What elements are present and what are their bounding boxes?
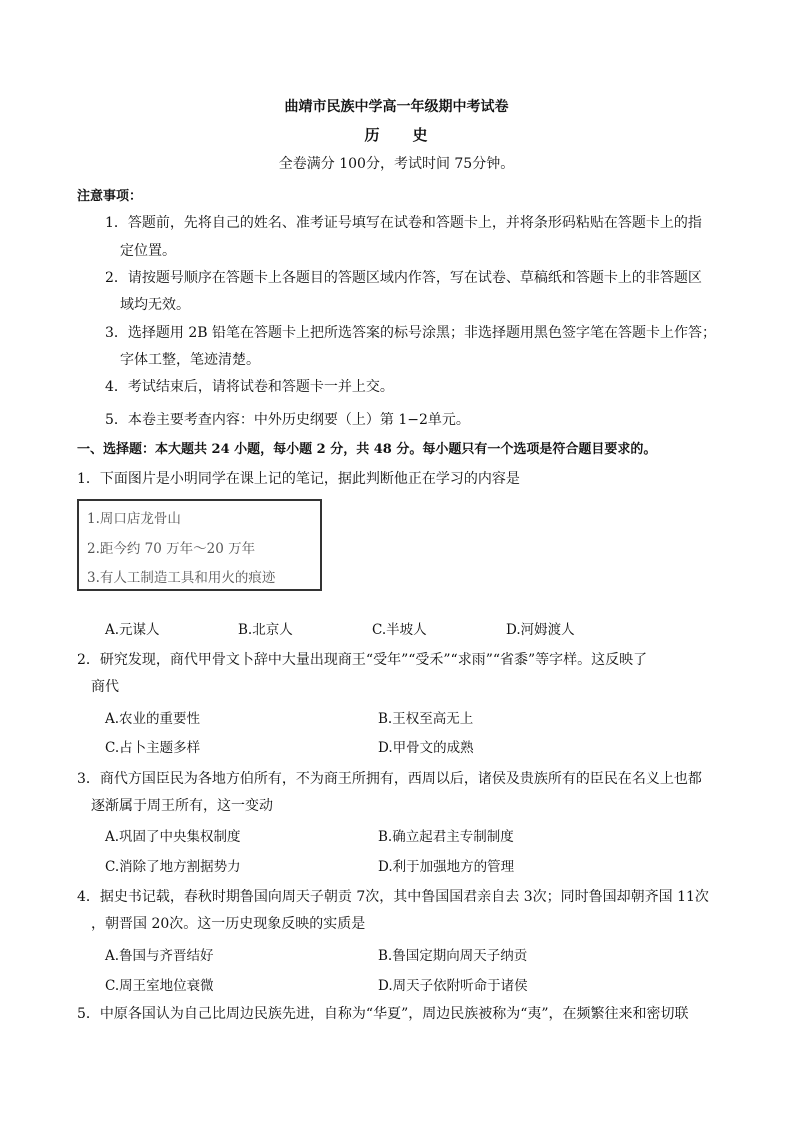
note-4: 4．考试结束后，请将试卷和答题卡一并上交。 [105, 379, 394, 395]
q1-option-d[interactable]: D.河姆渡人 [506, 622, 575, 638]
question-4-line-1: 4．据史书记载，春秋时期鲁国向周天子朝贡 7次，其中鲁国国君亲自去 3次；同时鲁国却朝齐国 11次 [77, 889, 709, 905]
note-2-line-1: 2．请按题号顺序在答题卡上各题目的答题区域内作答，写在试卷、草稿纸和答题卡上的非答题区 [105, 270, 702, 286]
q2-option-a[interactable]: A.农业的重要性 [105, 711, 201, 727]
q3-option-b[interactable]: B.确立起君主专制制度 [378, 829, 514, 845]
question-3-line-2: 逐渐属于周王所有，这一变动 [91, 798, 273, 814]
subject-title: 历 史 [364, 126, 429, 144]
q1-option-a[interactable]: A.元谋人 [105, 622, 160, 638]
q4-option-b[interactable]: B.鲁国定期向周天子纳贡 [378, 948, 528, 964]
note-box-line-2: 2.距今约 70 万年～20 万年 [87, 541, 256, 557]
note-3-line-2: 字体工整，笔迹清楚。 [120, 352, 260, 368]
note-1-line-2: 定位置。 [120, 243, 176, 259]
question-2-line-1: 2．研究发现，商代甲骨文卜辞中大量出现商王“受年”“受禾”“求雨”“省黍”等字样。这反映了 [77, 652, 648, 668]
exam-title: 曲靖市民族中学高一年级期中考试卷 [284, 99, 509, 115]
full-score-line: 全卷满分 100分，考试时间 75分钟。 [278, 156, 515, 172]
question-5-line-1: 5．中原各国认为自己比周边民族先进，自称为“华夏”，周边民族被称为“夷”，在频繁往来和密切联 [77, 1006, 689, 1022]
q2-option-d[interactable]: D.甲骨文的成熟 [378, 740, 474, 756]
question-2-line-2: 商代 [91, 679, 119, 695]
q4-option-c[interactable]: C.周王室地位衰微 [105, 978, 214, 994]
note-1-line-1: 1．答题前，先将自己的姓名、准考证号填写在试卷和答题卡上，并将条形码粘贴在答题卡上的指 [105, 215, 702, 231]
q4-option-d[interactable]: D.周天子依附听命于诸侯 [378, 978, 528, 994]
note-box-image [77, 499, 322, 591]
note-box-line-1: 1.周口店龙骨山 [87, 511, 181, 527]
section-heading: 一、选择题：本大题共 24 小题，每小题 2 分，共 48 分。每小题只有一个选项是符合题目要求的。 [77, 442, 657, 457]
q1-option-c[interactable]: C.半坡人 [372, 622, 427, 638]
q2-option-c[interactable]: C.占卜主题多样 [105, 740, 201, 756]
q3-option-c[interactable]: C.消除了地方割据势力 [105, 859, 241, 875]
q3-option-d[interactable]: D.利于加强地方的管理 [378, 859, 515, 875]
note-box-line-3: 3.有人工制造工具和用火的痕迹 [87, 570, 276, 586]
q4-option-a[interactable]: A.鲁国与齐晋结好 [105, 948, 214, 964]
notes-heading: 注意事项： [77, 189, 143, 204]
note-5: 5．本卷主要考查内容：中外历史纲要（上）第 1−2单元。 [105, 412, 470, 428]
q2-option-b[interactable]: B.王权至高无上 [378, 711, 474, 727]
question-4-line-2: ，朝晋国 20次。这一历史现象反映的实质是 [91, 916, 366, 932]
note-2-line-2: 域均无效。 [120, 297, 190, 313]
question-1-text: 1．下面图片是小明同学在课上记的笔记，据此判断他正在学习的内容是 [77, 471, 520, 487]
q3-option-a[interactable]: A.巩固了中央集权制度 [105, 829, 241, 845]
q1-option-b[interactable]: B.北京人 [238, 622, 293, 638]
question-3-line-1: 3．商代方国臣民为各地方伯所有，不为商王所拥有，西周以后，诸侯及贵族所有的臣民在名义上也都 [77, 771, 702, 787]
note-3-line-1: 3．选择题用 2B 铅笔在答题卡上把所选答案的标号涂黑；非选择题用黑色签字笔在答题卡上作答； [105, 325, 717, 341]
